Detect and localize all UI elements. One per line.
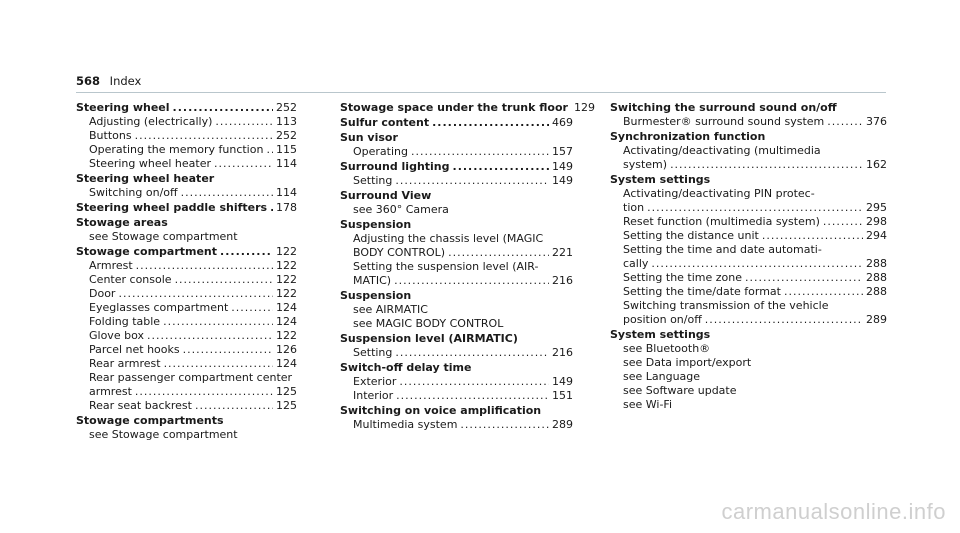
- index-term: Steering wheel paddle shifters: [76, 201, 268, 214]
- page-ref: 122: [276, 287, 297, 300]
- index-sub-row: [89, 115, 297, 129]
- index-term: Sun visor: [340, 131, 398, 144]
- page-ref: 115: [276, 143, 297, 156]
- index-sub-row: [89, 259, 297, 273]
- index-subentry: [76, 115, 297, 129]
- page-ref: 151: [552, 389, 573, 402]
- index-subentry: [340, 317, 573, 331]
- index-term-row: [610, 173, 887, 187]
- index-sub-text: Setting: [353, 346, 393, 359]
- index-term-row: [340, 160, 573, 174]
- page-number: 568: [76, 74, 101, 88]
- index-subentry: [76, 329, 297, 343]
- index-subentry: [340, 303, 573, 317]
- index-sub-row: [623, 285, 887, 299]
- index-sub-text: Switching transmission of the vehicle: [623, 299, 829, 312]
- index-sub-text: see MAGIC BODY CONTROL: [353, 317, 504, 330]
- index-sub-row: [353, 274, 573, 288]
- leader-dots: [163, 315, 273, 329]
- leader-dots: [183, 343, 273, 357]
- index-term: System settings: [610, 328, 711, 341]
- index-sub-row: [89, 287, 297, 301]
- index-sub-text: Adjusting (electrically): [89, 115, 213, 128]
- leader-dots: [762, 229, 863, 243]
- index-sub-text: see Stowage compartment: [89, 428, 238, 441]
- index-column-2: [340, 101, 595, 433]
- leader-dots: [399, 375, 549, 389]
- leader-dots: [175, 273, 273, 287]
- index-sub-row: [353, 145, 573, 159]
- index-sub-row: [353, 174, 573, 188]
- index-sub-row: [89, 301, 297, 315]
- index-term: Stowage space under the trunk floor: [340, 101, 568, 114]
- leader-dots: [118, 287, 273, 301]
- page-ref: 216: [552, 346, 573, 359]
- index-sub-row: [353, 246, 573, 260]
- index-subentry: [76, 157, 297, 171]
- index-term: System settings: [610, 173, 711, 186]
- index-entry: [340, 116, 573, 130]
- leader-dots: [460, 418, 549, 432]
- index-sub-text: Buttons: [89, 129, 132, 142]
- page-ref: 122: [276, 245, 297, 258]
- index-entry: [340, 131, 573, 159]
- page-ref: 295: [866, 201, 887, 214]
- leader-dots: [670, 158, 863, 172]
- index-sub-text: see Bluetooth®: [623, 342, 711, 355]
- index-sub-text: see Software update: [623, 384, 737, 397]
- leader-dots: [270, 201, 273, 215]
- index-subentry: [76, 315, 297, 329]
- index-term: Suspension: [340, 218, 412, 231]
- index-term: Switch-off delay time: [340, 361, 472, 374]
- page-ref: 125: [276, 385, 297, 398]
- index-sub-text: Activating/deactivating (multimedia: [623, 144, 821, 157]
- index-sub-text: Rear passenger compartment center: [89, 371, 293, 384]
- index-term: Sulfur content: [340, 116, 430, 129]
- index-term-row: [340, 131, 573, 145]
- index-entry: [76, 414, 297, 442]
- leader-dots: [823, 215, 863, 229]
- page-ref: 376: [866, 115, 887, 128]
- index-subentry: [76, 186, 297, 200]
- leader-dots: [448, 246, 549, 260]
- index-term-row: [76, 216, 297, 230]
- index-sub-text: Eyeglasses compartment: [89, 301, 229, 314]
- index-subentry: [340, 375, 573, 389]
- index-sub-row: [623, 257, 887, 271]
- page-ref: 216: [552, 274, 573, 287]
- index-entry: [340, 218, 573, 288]
- leader-dots: [745, 271, 863, 285]
- index-entry: [340, 404, 573, 432]
- index-sub-text: Center console: [89, 273, 172, 286]
- header-rule: [76, 92, 886, 93]
- index-entry: [610, 130, 887, 172]
- page-ref: 122: [276, 273, 297, 286]
- index-subentry: [610, 243, 887, 271]
- index-sub-text: see Wi-Fi: [623, 398, 673, 411]
- index-entry: [340, 289, 573, 331]
- leader-dots: [220, 245, 273, 259]
- index-sub-text: Setting the time zone: [623, 271, 743, 284]
- index-entry: [340, 361, 573, 403]
- index-sub-text: Setting the suspension level (AIR-: [353, 260, 539, 273]
- index-sub-row: [89, 129, 297, 143]
- index-column-3: [610, 101, 887, 413]
- leader-dots: [784, 285, 863, 299]
- index-term: Stowage compartments: [76, 414, 224, 427]
- page-ref: 221: [552, 246, 573, 259]
- index-sub-text: MATIC): [353, 274, 392, 287]
- section-title: Index: [109, 74, 142, 88]
- index-subentry: [610, 285, 887, 299]
- index-subentry: [76, 399, 297, 413]
- index-sub-text: see AIRMATIC: [353, 303, 428, 316]
- index-term-row: [76, 172, 297, 186]
- page-ref: 129: [573, 101, 595, 114]
- index-entry: [76, 245, 297, 413]
- index-sub-text: Parcel net hooks: [89, 343, 180, 356]
- page-ref: 289: [866, 313, 887, 326]
- page-ref: 122: [276, 259, 297, 272]
- index-sub-row: [623, 271, 887, 285]
- page-ref: 113: [276, 115, 297, 128]
- index-subentry: [76, 301, 297, 315]
- index-subentry: [610, 299, 887, 327]
- index-sub-text: Setting: [353, 174, 393, 187]
- index-sub-text: Activating/deactivating PIN protec-: [623, 187, 815, 200]
- page-ref: 298: [866, 215, 887, 228]
- leader-dots: [647, 201, 863, 215]
- leader-dots: [395, 346, 549, 360]
- leader-dots: [214, 157, 273, 171]
- index-sub-row: [353, 418, 573, 432]
- index-subentry: [610, 144, 887, 172]
- index-subentry: [610, 115, 887, 129]
- index-entry: [340, 332, 573, 360]
- leader-dots: [136, 259, 273, 273]
- index-sub-text: Rear armrest: [89, 357, 161, 370]
- page-ref: 125: [276, 399, 297, 412]
- index-entry: [340, 189, 573, 217]
- leader-dots: [173, 101, 273, 115]
- index-subentry: [76, 143, 297, 157]
- index-sub-text: Exterior: [353, 375, 397, 388]
- index-sub-text: Reset function (multimedia system): [623, 215, 820, 228]
- index-sub-text: Setting the distance unit: [623, 229, 759, 242]
- index-subentry: [340, 346, 573, 360]
- index-entry: [76, 101, 297, 171]
- leader-dots: [827, 115, 863, 129]
- index-subentry: [340, 260, 573, 288]
- index-sub-row: [623, 115, 887, 129]
- leader-dots: [215, 115, 273, 129]
- index-sub-text: see 360° Camera: [353, 203, 449, 216]
- index-sub-row: [89, 385, 297, 399]
- leader-dots: [266, 143, 273, 157]
- index-term-row: [340, 404, 573, 418]
- index-sub-row: [89, 143, 297, 157]
- index-term-row: [340, 332, 573, 346]
- index-sub-text: Glove box: [89, 329, 144, 342]
- leader-dots: [705, 313, 863, 327]
- index-term: Stowage compartment: [76, 245, 218, 258]
- leader-dots: [135, 385, 273, 399]
- index-subentry: [610, 229, 887, 243]
- page-ref: 162: [866, 158, 887, 171]
- leader-dots: [395, 174, 549, 188]
- index-sub-text: cally: [623, 257, 649, 270]
- page-ref: 469: [552, 116, 573, 129]
- page-ref: 289: [552, 418, 573, 431]
- index-term-row: [610, 130, 887, 144]
- index-term-row: [76, 201, 297, 215]
- index-sub-text: see Stowage compartment: [89, 230, 238, 243]
- page-ref: 252: [276, 101, 297, 114]
- index-sub-row: [89, 399, 297, 413]
- index-sub-text: Multimedia system: [353, 418, 458, 431]
- index-term-row: [340, 218, 573, 232]
- index-subentry: [340, 145, 573, 159]
- leader-dots: [394, 274, 549, 288]
- page-ref: 288: [866, 285, 887, 298]
- index-subentry: [340, 203, 573, 217]
- page-header: [76, 74, 141, 88]
- index-term-row: [340, 361, 573, 375]
- page-ref: 126: [276, 343, 297, 356]
- page-ref: 124: [276, 315, 297, 328]
- index-subentry: [76, 371, 297, 399]
- index-sub-text: system): [623, 158, 668, 171]
- index-sub-row: [89, 273, 297, 287]
- leader-dots: [181, 186, 273, 200]
- index-subentry: [340, 232, 573, 260]
- index-subentry: [76, 230, 297, 244]
- index-sub-row: [623, 215, 887, 229]
- page-ref: 124: [276, 357, 297, 370]
- leader-dots: [147, 329, 273, 343]
- index-sub-row: [89, 315, 297, 329]
- index-sub-text: Armrest: [89, 259, 133, 272]
- index-sub-text: Switching on/off: [89, 186, 178, 199]
- index-entry: [76, 216, 297, 244]
- index-subentry: [610, 384, 887, 398]
- leader-dots: [231, 301, 273, 315]
- index-column-1: [76, 101, 297, 443]
- index-subentry: [76, 428, 297, 442]
- index-sub-text: Door: [89, 287, 116, 300]
- index-term: Synchronization function: [610, 130, 766, 143]
- index-entry: [610, 173, 887, 327]
- index-sub-text: Rear seat backrest: [89, 399, 192, 412]
- index-term: Surround View: [340, 189, 432, 202]
- index-term: Suspension: [340, 289, 412, 302]
- leader-dots: [396, 389, 549, 403]
- index-sub-row: [623, 158, 887, 172]
- index-sub-row: [89, 357, 297, 371]
- page-ref: 149: [552, 160, 573, 173]
- index-sub-text: see Data import/export: [623, 356, 752, 369]
- index-entry: [76, 172, 297, 200]
- index-sub-row: [353, 375, 573, 389]
- page-ref: 149: [552, 174, 573, 187]
- index-term: Steering wheel: [76, 101, 170, 114]
- index-sub-row: [89, 329, 297, 343]
- index-sub-text: Interior: [353, 389, 394, 402]
- page-ref: 157: [552, 145, 573, 158]
- index-subentry: [610, 187, 887, 215]
- index-subentry: [610, 398, 887, 412]
- index-subentry: [610, 370, 887, 384]
- page-ref: 124: [276, 301, 297, 314]
- index-sub-row: [89, 186, 297, 200]
- index-sub-text: Folding table: [89, 315, 161, 328]
- index-sub-row: [353, 389, 573, 403]
- index-sub-text: Setting the time/date format: [623, 285, 781, 298]
- index-term-row: [76, 101, 297, 115]
- index-term-row: [340, 289, 573, 303]
- index-term-row: [610, 101, 887, 115]
- index-sub-text: Steering wheel heater: [89, 157, 211, 170]
- index-entry: [610, 328, 887, 412]
- index-sub-text: armrest: [89, 385, 132, 398]
- page-ref: 122: [276, 329, 297, 342]
- page-ref: 288: [866, 257, 887, 270]
- index-term-row: [340, 116, 573, 130]
- index-term-row: [610, 328, 887, 342]
- leader-dots: [651, 257, 863, 271]
- index-sub-text: Setting the time and date automati-: [623, 243, 822, 256]
- leader-dots: [432, 116, 549, 130]
- leader-dots: [164, 357, 273, 371]
- page-ref: 288: [866, 271, 887, 284]
- index-sub-text: Adjusting the chassis level (MAGIC: [353, 232, 544, 245]
- page-ref: 114: [276, 157, 297, 170]
- index-entry: [76, 201, 297, 215]
- index-sub-text: see Language: [623, 370, 701, 383]
- index-subentry: [610, 271, 887, 285]
- index-term: Switching on voice amplification: [340, 404, 542, 417]
- index-sub-text: Operating: [353, 145, 408, 158]
- page-ref: 294: [866, 229, 887, 242]
- index-sub-text: Operating the memory function: [89, 143, 264, 156]
- index-subentry: [76, 259, 297, 273]
- index-subentry: [340, 174, 573, 188]
- index-sub-row: [89, 157, 297, 171]
- leader-dots: [411, 145, 549, 159]
- index-term: Steering wheel heater: [76, 172, 215, 185]
- index-entry: [340, 160, 573, 188]
- index-sub-text: Burmester® surround sound system: [623, 115, 825, 128]
- leader-dots: [135, 129, 273, 143]
- index-subentry: [610, 215, 887, 229]
- index-term-row: [340, 189, 573, 203]
- watermark: carmanualsonline.info: [721, 499, 946, 524]
- index-term: Switching the surround sound on/off: [610, 101, 837, 114]
- page-ref: 178: [276, 201, 297, 214]
- index-sub-text: position on/off: [623, 313, 702, 326]
- index-term: Suspension level (AIRMATIC): [340, 332, 518, 345]
- page-ref: 149: [552, 375, 573, 388]
- index-sub-row: [89, 343, 297, 357]
- index-sub-row: [623, 201, 887, 215]
- index-sub-row: [623, 229, 887, 243]
- page-ref: 114: [276, 186, 297, 199]
- index-sub-text: tion: [623, 201, 645, 214]
- index-entry: [340, 101, 595, 115]
- index-subentry: [76, 129, 297, 143]
- index-term: Stowage areas: [76, 216, 168, 229]
- index-subentry: [340, 389, 573, 403]
- index-subentry: [610, 356, 887, 370]
- leader-dots: [453, 160, 549, 174]
- index-subentry: [76, 287, 297, 301]
- index-subentry: [610, 342, 887, 356]
- index-term-row: [340, 101, 595, 115]
- index-sub-row: [623, 313, 887, 327]
- index-term-row: [76, 414, 297, 428]
- page-ref: 252: [276, 129, 297, 142]
- index-entry: [610, 101, 887, 129]
- index-subentry: [76, 273, 297, 287]
- index-sub-text: BODY CONTROL): [353, 246, 446, 259]
- index-term: Surround lighting: [340, 160, 450, 173]
- index-subentry: [76, 357, 297, 371]
- index-subentry: [340, 418, 573, 432]
- leader-dots: [195, 399, 273, 413]
- index-sub-row: [353, 346, 573, 360]
- index-subentry: [76, 343, 297, 357]
- index-term-row: [76, 245, 297, 259]
